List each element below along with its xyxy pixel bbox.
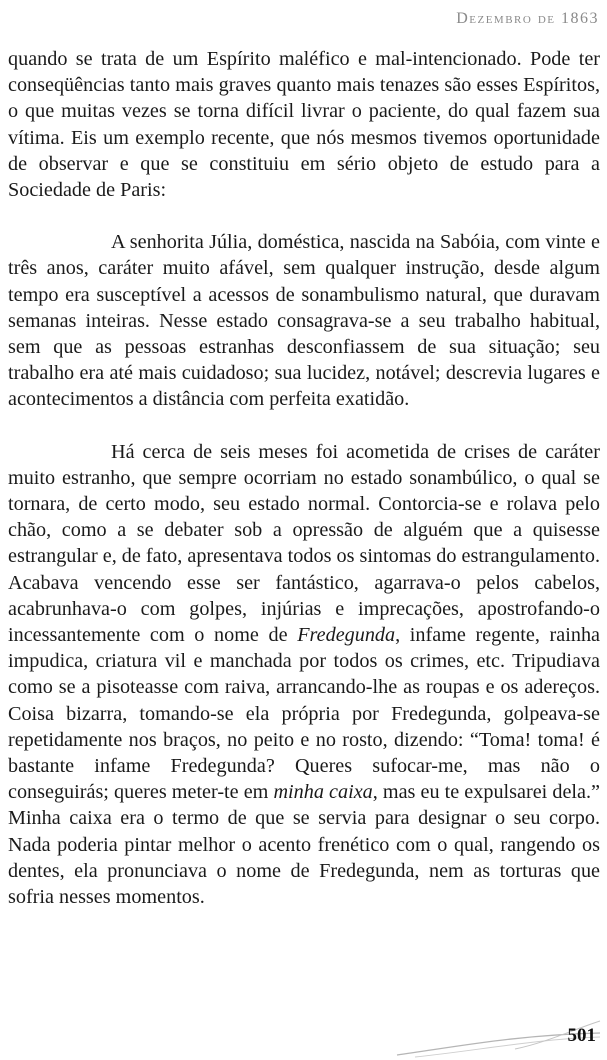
paragraph-2: A senhorita Júlia, doméstica, nascida na Sabóia, com vinte e três anos, caráter muito afável, sem qualquer instrução, desde algum tempo era susceptível a acessos de sonambulismo natural, que duravam semanas inteiras. Nesse estado consagrava-se a seu trabalho habitual, sem que as pessoas estranhas desconfiassem de sua situação; seu trabalho era até mais cuidadoso; sua lucidez, notável; descrevia lugares e acontecimentos a distância com perfeita exatidão.	[8, 231, 600, 411]
page-number: 501	[567, 1025, 596, 1046]
page-footer	[395, 1015, 602, 1060]
running-header: Dezembro de 1863	[456, 10, 599, 27]
paragraph-1: quando se trata de um Espírito maléfico e mal-intencionado. Pode ter conseqüências tanto mais graves quanto mais tenazes são esses Espíritos, o que muitas vezes se torna difícil livrar o paciente, do qual fazem sua vítima. Eis um exemplo recente, que nós mesmos tivemos oportunidade de observar e que se constituiu em sério objeto de estudo para a Sociedade de Paris:	[8, 48, 600, 202]
italic-minha-caixa: minha caixa	[273, 781, 373, 804]
paragraph-3-text-b: , infame regente, rainha impudica, criatura vil e manchada por todos os crimes, etc. Tripudiava como se a pisoteasse com raiva, arrancando-lhe as roupas e os adereços. Coisa bizarra, tomando-se ela própria por Fredegunda, golpeava-se repetidamente nos braços, no peito e no rosto, dizendo: “Toma! toma! é bastante infame Fredegunda? Queres sufocar-me, mas não o conseguirás; queres meter-te em	[8, 624, 600, 804]
page-body	[8, 46, 600, 910]
paragraph-3-text-c: , mas eu te expulsarei dela.” Minha caixa era o termo de que se servia para designar o seu corpo. Nada poderia pintar melhor o acento frenético com o qual, rangendo os dentes, ela pronunciava o nome de Fredegunda, nem as torturas que sofria nesses momentos.	[8, 781, 600, 909]
italic-fredegunda: Fredegunda	[297, 624, 396, 647]
paragraph-3	[8, 439, 600, 911]
paragraph-3-text-a: Há cerca de seis meses foi acometida de crises de caráter muito estranho, que sempre ocorriam no estado sonambúlico, o qual se tornara, de certo modo, seu estado normal. Contorcia-se e rolava pelo chão, como a se debater sob a opressão de alguém que a quisesse estrangular e, de fato, apresentava todos os sintomas do estrangulamento. Acabava vencendo esse ser fantástico, agarrava-o pelos cabelos, acabrunhava-o com golpes, injúrias e imprecações, apostrofando-o incessantemente com o nome de	[8, 440, 600, 647]
